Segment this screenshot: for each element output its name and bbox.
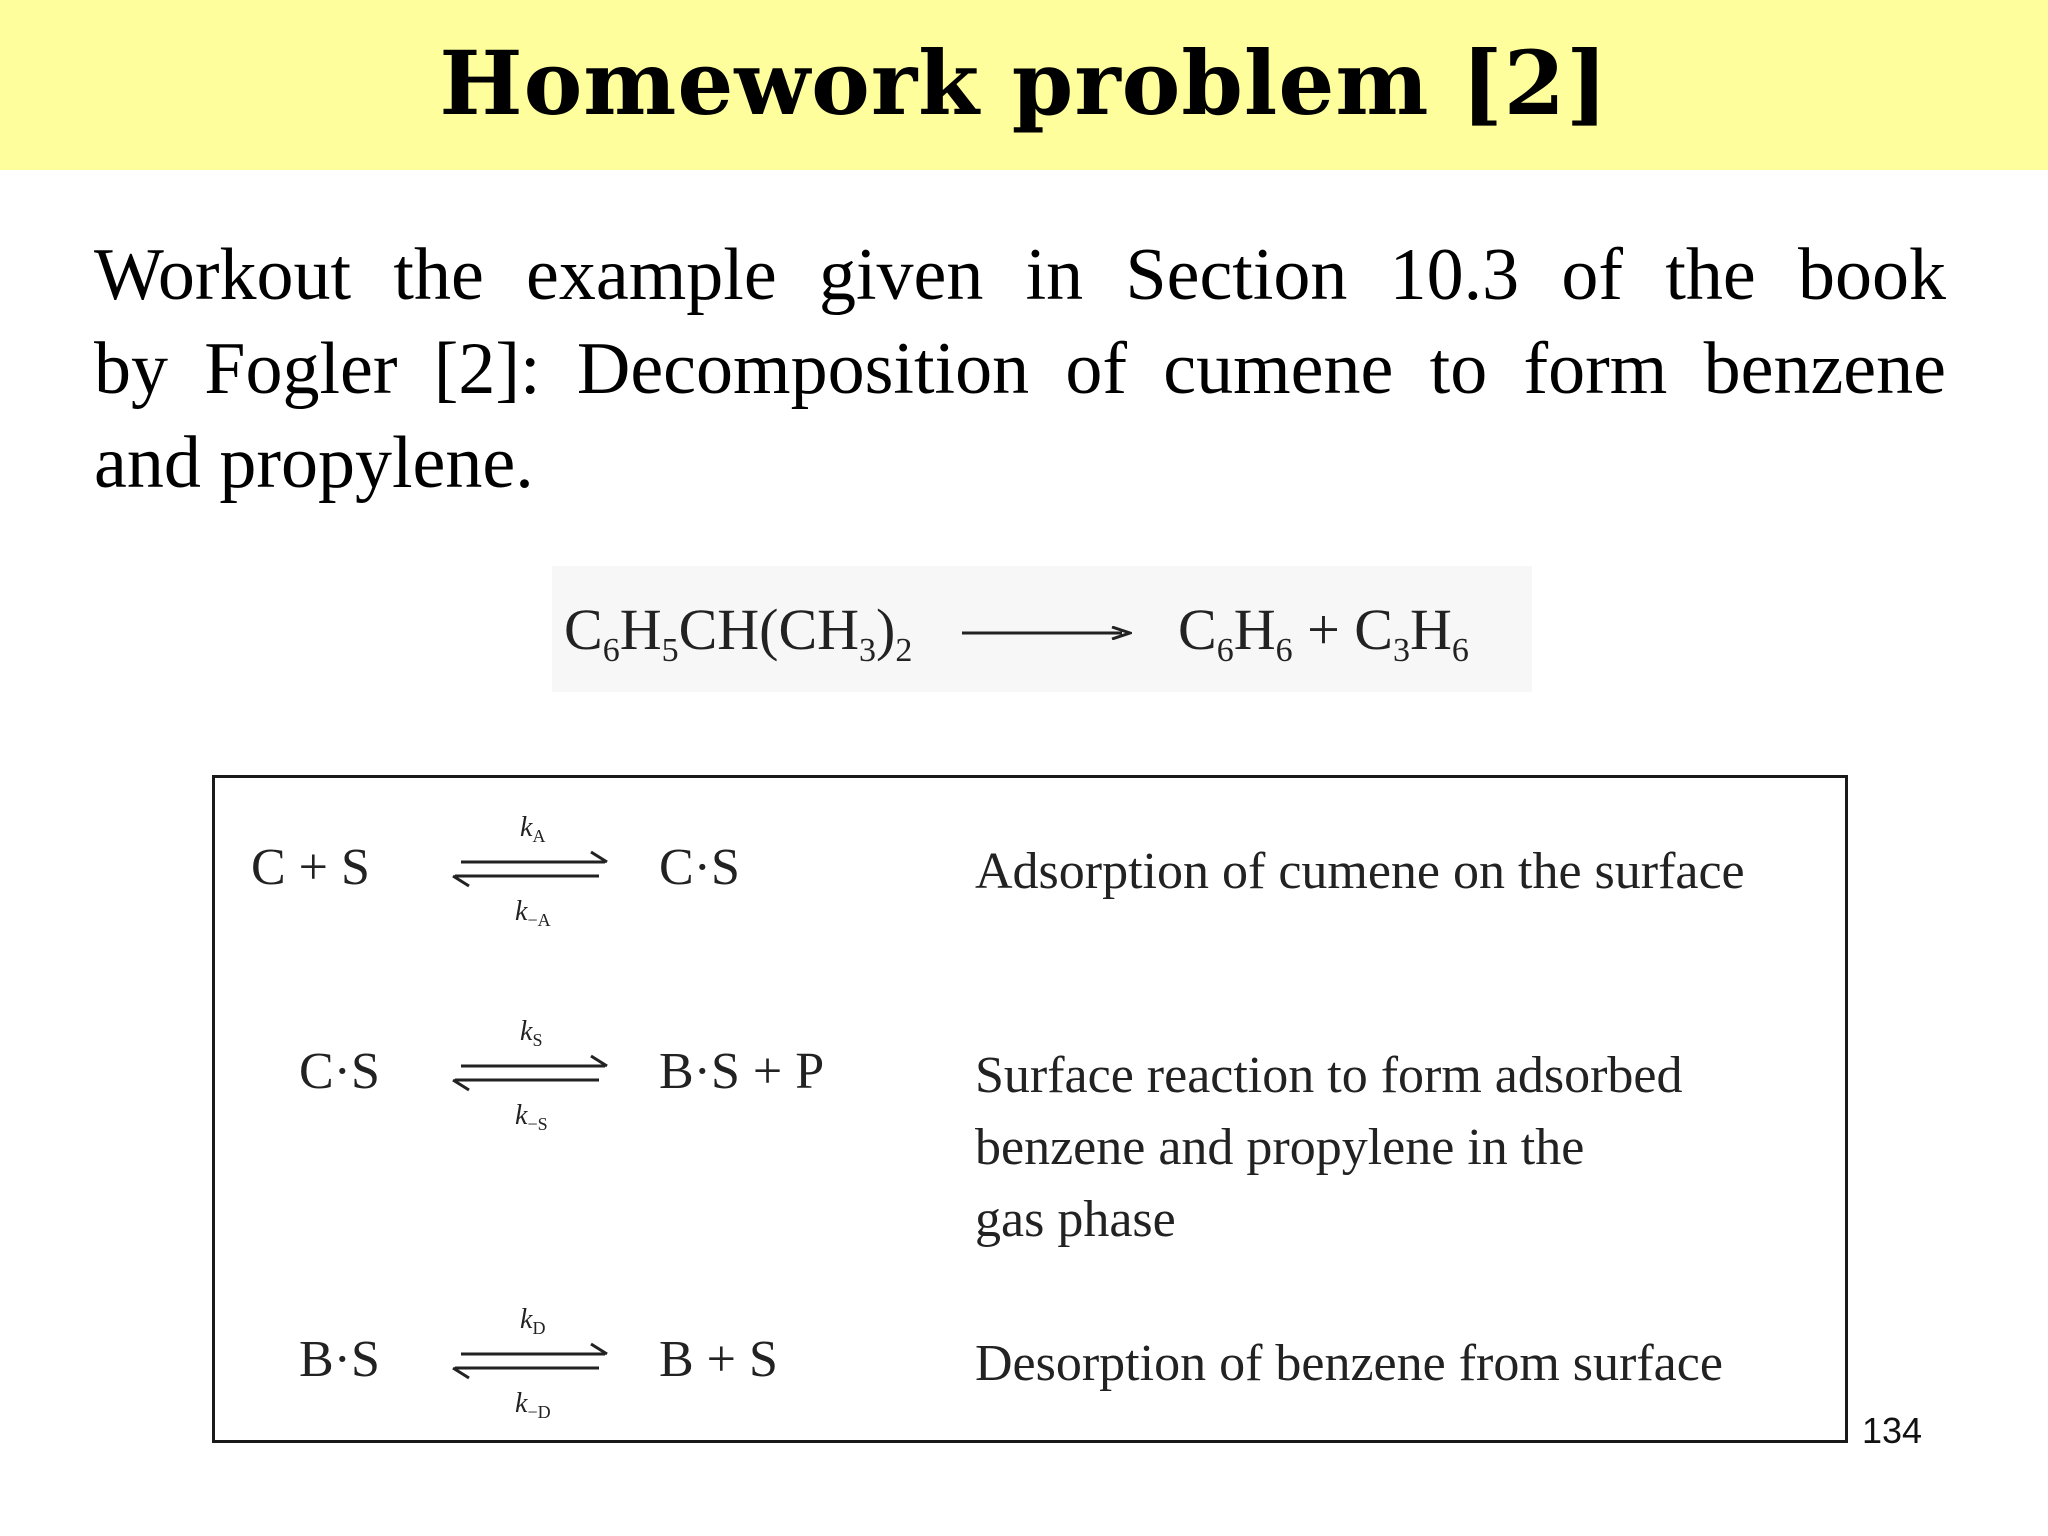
forward-rate-constant: $k_A$ xyxy=(520,812,546,846)
reverse-rate-constant: $k_{-A}$ xyxy=(515,896,551,930)
reverse-rate-constant: $k_{-S}$ xyxy=(515,1100,548,1134)
step-description: Surface reaction to form adsorbed benzene and propylene in the gas phase xyxy=(975,1047,1683,1248)
body-paragraph xyxy=(94,228,1946,510)
step-reactants: C + S xyxy=(251,839,370,896)
step-description: Adsorption of cumene on the surface xyxy=(975,843,1745,900)
forward-rate-constant: $k_D$ xyxy=(520,1304,546,1338)
reaction-arrow-icon xyxy=(962,626,1132,640)
slide-title: Homework problem [2] xyxy=(439,31,1609,135)
page-number: 134 xyxy=(1862,1410,1923,1451)
mechanism-table xyxy=(212,775,1848,1443)
products-formula: $C_6H_6 + C_3H_6$ xyxy=(1178,597,1469,669)
body-line: Workout the example given in Section 10.3 of the book xyxy=(94,234,1946,316)
step-reactants: B·S xyxy=(299,1331,380,1388)
step-reactants: C·S xyxy=(299,1043,380,1100)
title-bar xyxy=(0,0,2048,170)
body-line: by Fogler [2]: Decomposition of cumene to form benzene xyxy=(94,328,1946,410)
reactant-formula: $C_6H_5CH(CH_3)_2$ xyxy=(564,597,913,669)
step-description: Desorption of benzene from surface xyxy=(975,1335,1723,1392)
step-products: C·S xyxy=(659,839,740,896)
step-products: B·S + P xyxy=(659,1043,825,1100)
step-products: B + S xyxy=(659,1331,778,1388)
reverse-rate-constant: $k_{-D}$ xyxy=(515,1388,551,1422)
body-line: and propylene. xyxy=(94,422,534,504)
overall-reaction-equation xyxy=(552,566,1532,692)
forward-rate-constant: $k_S$ xyxy=(520,1016,543,1050)
